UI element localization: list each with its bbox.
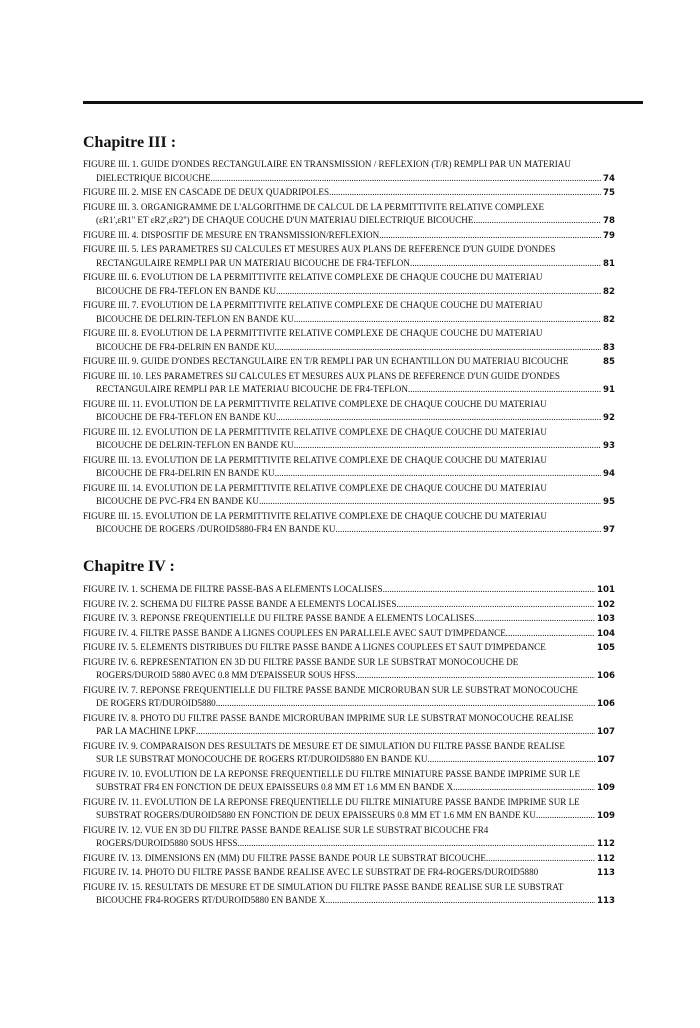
figure-entry-line xyxy=(83,383,615,398)
figure-page-number: 92 xyxy=(603,413,615,423)
figure-caption-line2: SUBSTRAT FR4 EN FONCTION DE DEUX EPAISSEURS 0.8 MM ET 1.6 MM EN BANDE X xyxy=(96,782,454,792)
dot-leader xyxy=(196,725,595,739)
figure-entry-line xyxy=(83,341,615,356)
dot-leader xyxy=(238,837,596,851)
figure-entry-line xyxy=(83,158,615,172)
figure-page-number: 107 xyxy=(597,755,615,765)
figure-entry-line xyxy=(83,411,615,426)
figure-entry-line xyxy=(83,229,615,244)
figure-page-number: 83 xyxy=(603,342,615,353)
figure-page-number: 82 xyxy=(603,286,615,297)
figure-caption-line2: BICOUCHE DE DELRIN-TEFLON EN BANDE KU xyxy=(96,313,294,324)
figure-caption-line1: FIGURE III. 5. LES PARAMETRES SIJ CALCULES ET MESURES AUX PLANS DE REFERENCE D'UN GUIDE D'ONDES xyxy=(83,244,556,254)
dot-leader xyxy=(275,467,601,481)
figure-entry xyxy=(83,627,615,642)
figure-caption-line1: FIGURE IV. 5. ELEMENTS DISTRIBUES DU FILTRE PASSE BANDE A LIGNES COUPLEES ET SAUT D'IMPEDANCE xyxy=(83,642,546,652)
figure-page-number: 105 xyxy=(597,643,615,653)
figure-caption-line2: (εR1',εR1'' ET εR2',εR2'') DE CHAQUE COUCHE D'UN MATERIAU DIELECTRIQUE BICOUCHE xyxy=(96,215,474,225)
figure-caption-line1: FIGURE III. 4. DISPOSITIF DE MESURE EN TRANSMISSION/REFLEXION xyxy=(83,229,380,240)
figure-entry xyxy=(83,768,615,796)
figure-caption-line2: BICOUCHE DE ROGERS /DUROID5880-FR4 EN BANDE KU xyxy=(96,524,336,534)
dot-leader xyxy=(427,753,595,767)
figure-entry xyxy=(83,510,615,538)
dot-leader xyxy=(294,439,601,453)
figure-caption-line1: FIGURE IV. 6. REPRESENTATION EN 3D DU FILTRE PASSE BANDE SUR LE SUBSTRAT MONOCOUCHE DE xyxy=(83,656,519,667)
figure-caption-line2: ROGERS/DUROID5880 SOUS HFSS xyxy=(96,838,238,848)
figure-caption-line1: FIGURE III. 3. ORGANIGRAMME DE L'ALGORITHME DE CALCUL DE LA PERMITTIVITE RELATIVE COMPLEXE xyxy=(83,201,545,212)
figure-entry-line xyxy=(83,697,615,712)
figure-entry-line xyxy=(83,824,615,838)
figure-entry xyxy=(83,186,615,201)
figure-caption-line1: FIGURE IV. 3. REPONSE FREQUENTIELLE DU FILTRE PASSE BANDE A ELEMENTS LOCALISES xyxy=(83,613,475,623)
figure-caption-line1: FIGURE IV. 12. VUE EN 3D DU FILTRE PASSE BANDE REALISE SUR LE SUBSTRAT BICOUCHE FR4 xyxy=(83,824,489,835)
figure-caption-line1: FIGURE IV. 4. FILTRE PASSE BANDE A LIGNES COUPLEES EN PARALLELE AVEC SAUT D'IMPEDANCE xyxy=(83,627,506,638)
figure-page-number: 101 xyxy=(597,585,615,595)
figure-entry xyxy=(83,482,615,510)
chapter-4-figure-list xyxy=(83,583,615,909)
figure-entry-line xyxy=(83,612,615,627)
figure-page-number: 113 xyxy=(597,868,615,878)
figure-entry xyxy=(83,398,615,426)
dot-leader xyxy=(216,697,595,711)
figure-entry-line xyxy=(83,866,615,881)
figure-caption-line1: FIGURE III. 14. EVOLUTION DE LA PERMITTIVITE RELATIVE COMPLEXE DE CHAQUE COUCHE DU MATERIAU xyxy=(83,482,547,493)
figure-entry-line xyxy=(83,355,615,370)
figure-caption-line1: FIGURE III. 7. EVOLUTION DE LA PERMITTIVITE RELATIVE COMPLEXE DE CHAQUE COUCHE DU MATERIAU xyxy=(83,300,543,310)
dot-leader xyxy=(335,523,601,537)
figure-page-number: 109 xyxy=(597,811,615,821)
figure-entry-line xyxy=(83,781,615,796)
figure-page-number: 93 xyxy=(603,441,615,451)
figure-entry xyxy=(83,712,615,740)
header-rule xyxy=(83,101,643,104)
figure-caption-line2: PAR LA MACHINE LPKF xyxy=(96,726,196,736)
figure-entry-line xyxy=(83,656,615,670)
figure-caption-line1: FIGURE III. 15. EVOLUTION DE LA PERMITTIVITE RELATIVE COMPLEXE DE CHAQUE COUCHE DU MATERIAU xyxy=(83,510,547,521)
figure-caption-line2: BICOUCHE DE FR4-TEFLON EN BANDE KU xyxy=(96,412,277,422)
figure-entry xyxy=(83,740,615,768)
figure-entry-line xyxy=(83,809,615,824)
chapter-3-figure-list xyxy=(83,158,615,538)
figure-page-number: 79 xyxy=(603,230,615,241)
dot-leader xyxy=(453,781,595,795)
figure-caption-line1: FIGURE IV. 14. PHOTO DU FILTRE PASSE BANDE REALISE AVEC LE SUBSTRAT DE FR4-ROGERS/DUROID5880 xyxy=(83,867,539,877)
figure-page-number: 109 xyxy=(597,783,615,793)
figure-caption-line2: BICOUCHE DE FR4-DELRIN EN BANDE KU xyxy=(96,468,275,478)
figure-entry xyxy=(83,684,615,712)
figure-entry xyxy=(83,612,615,627)
figure-entry-line xyxy=(83,837,615,852)
figure-page-number: 94 xyxy=(603,469,615,479)
dot-leader xyxy=(473,214,601,228)
dot-leader xyxy=(276,411,601,425)
figure-page-number: 81 xyxy=(603,258,615,269)
figure-entry xyxy=(83,852,615,867)
dot-leader xyxy=(210,172,601,186)
figure-page-number: 104 xyxy=(597,628,615,639)
dot-leader xyxy=(329,186,601,200)
figure-entry-line xyxy=(83,641,615,656)
figure-entry xyxy=(83,271,615,299)
figure-entry-line xyxy=(83,768,615,782)
figure-caption-line1: FIGURE IV. 9. COMPARAISON DES RESULTATS DE MESURE ET DE SIMULATION DU FILTRE PASSE BANDE REALISE xyxy=(83,740,565,751)
figure-caption-line1: FIGURE III. 12. EVOLUTION DE LA PERMITTIVITE RELATIVE COMPLEXE DE CHAQUE COUCHE DU MATERIAU xyxy=(83,426,547,437)
figure-entry-line xyxy=(83,439,615,454)
figure-entry-line xyxy=(83,583,615,598)
figure-entry xyxy=(83,243,615,271)
figure-caption-line2: BICOUCHE DE PVC-FR4 EN BANDE KU xyxy=(96,496,259,506)
figure-entry-line xyxy=(83,327,615,341)
chapter-4-title: Chapitre IV : xyxy=(83,558,175,575)
figure-caption-line2: BICOUCHE DE FR4-DELRIN EN BANDE KU xyxy=(96,341,275,352)
figure-entry-line xyxy=(83,313,615,328)
figure-entry xyxy=(83,299,615,327)
figure-page-number: 82 xyxy=(603,314,615,325)
figure-entry-line xyxy=(83,669,615,684)
figure-entry-line xyxy=(83,712,615,726)
figure-page-number: 74 xyxy=(603,173,615,184)
figure-caption-line1: FIGURE III. 6. EVOLUTION DE LA PERMITTIVITE RELATIVE COMPLEXE DE CHAQUE COUCHE DU MATERIAU xyxy=(83,272,543,282)
figure-entry-line xyxy=(83,796,615,810)
figure-caption-line1: FIGURE III. 2. MISE EN CASCADE DE DEUX QUADRIPOLES xyxy=(83,187,330,197)
figure-page-number: 78 xyxy=(603,216,615,226)
figure-entry xyxy=(83,598,615,613)
dot-leader xyxy=(259,495,601,509)
figure-caption-line1: FIGURE III. 13. EVOLUTION DE LA PERMITTIVITE RELATIVE COMPLEXE DE CHAQUE COUCHE DU MATERIAU xyxy=(83,454,547,465)
figure-caption-line1: FIGURE III. 1. GUIDE D'ONDES RECTANGULAIRE EN TRANSMISSION / REFLEXION (T/R) REMPLI PAR UN MATERIAU xyxy=(83,159,571,169)
dot-leader xyxy=(275,341,601,355)
figure-page-number: 106 xyxy=(597,671,615,681)
figure-entry-line xyxy=(83,243,615,257)
figure-entry-line xyxy=(83,370,615,384)
dot-leader xyxy=(326,894,595,908)
figure-entry-line xyxy=(83,753,615,768)
figure-caption-line1: FIGURE III. 9. GUIDE D'ONDES RECTANGULAIRE EN T/R REMPLI PAR UN ECHANTILLON DU MATERIAU BICOUCHE xyxy=(83,356,569,366)
figure-caption-line2: BICOUCHE DE FR4-TEFLON EN BANDE KU xyxy=(96,285,277,296)
figure-caption-line1: FIGURE IV. 2. SCHEMA DU FILTRE PASSE BANDE A ELEMENTS LOCALISES xyxy=(83,598,397,609)
figure-caption-line1: FIGURE IV. 8. PHOTO DU FILTRE PASSE BANDE MICRORUBAN IMPRIME SUR LE SUBSTRAT MONOCOUCHE REALISE xyxy=(83,712,574,723)
figure-entry-line xyxy=(83,299,615,313)
figure-entry-line xyxy=(83,495,615,510)
figure-entry-line xyxy=(83,740,615,754)
dot-leader xyxy=(410,257,601,271)
dot-leader xyxy=(383,583,595,597)
figure-entry-line xyxy=(83,482,615,496)
figure-caption-line2: BICOUCHE DE DELRIN-TEFLON EN BANDE KU xyxy=(96,440,294,450)
figure-caption-line1: FIGURE IV. 1. SCHEMA DE FILTRE PASSE-BAS A ELEMENTS LOCALISES xyxy=(83,584,383,594)
figure-caption-line2: SUBSTRAT ROGERS/DUROID5880 EN FONCTION DE DEUX EPAISSEURS 0.8 MM ET 1.6 MM EN BANDE KU xyxy=(96,810,536,820)
figure-entry-line xyxy=(83,172,615,187)
figure-caption-line1: FIGURE IV. 7. REPONSE FREQUENTIELLE DU FILTRE PASSE BANDE MICRORUBAN SUR LE SUBSTRAT MONOCOUCHE xyxy=(83,684,578,695)
figure-entry-line xyxy=(83,725,615,740)
figure-entry-line xyxy=(83,454,615,468)
figure-caption-line1: FIGURE III. 8. EVOLUTION DE LA PERMITTIVITE RELATIVE COMPLEXE DE CHAQUE COUCHE DU MATERIAU xyxy=(83,328,543,338)
figure-caption-line2: RECTANGULAIRE REMPLI PAR UN MATERIAU BICOUCHE DE FR4-TEFLON xyxy=(96,257,410,268)
figure-entry-line xyxy=(83,214,615,229)
figure-entry-line xyxy=(83,186,615,201)
chapter-3-title: Chapitre III : xyxy=(83,134,177,151)
figure-entry-line xyxy=(83,426,615,440)
figure-caption-line2: RECTANGULAIRE REMPLI PAR LE MATERIAU BICOUCHE DE FR4-TEFLON xyxy=(96,384,408,394)
dot-leader xyxy=(408,383,601,397)
figure-entry xyxy=(83,158,615,186)
dot-leader xyxy=(276,285,601,299)
figure-page-number: 112 xyxy=(597,839,615,849)
figure-caption-line2: DIELECTRIQUE BICOUCHE xyxy=(96,172,211,183)
figure-caption-line2: SUR LE SUBSTRAT MONOCOUCHE DE ROGERS RT/DUROID5880 EN BANDE KU xyxy=(96,754,428,764)
dot-leader xyxy=(474,612,595,626)
figure-caption-line2: BICOUCHE FR4-ROGERS RT/DUROID5880 EN BANDE X xyxy=(96,895,326,905)
dot-leader xyxy=(355,669,595,683)
figure-entry xyxy=(83,881,615,909)
figure-page-number: 113 xyxy=(597,896,615,906)
dot-leader xyxy=(396,598,595,612)
dot-leader xyxy=(379,229,601,243)
figure-caption-line2: DE ROGERS RT/DUROID5880 xyxy=(96,698,216,708)
figure-entry xyxy=(83,229,615,244)
figure-entry xyxy=(83,426,615,454)
figure-page-number: 103 xyxy=(597,614,615,624)
figure-page-number: 95 xyxy=(603,497,615,507)
figure-page-number: 107 xyxy=(597,727,615,737)
figure-page-number: 75 xyxy=(603,188,615,198)
figure-page-number: 112 xyxy=(597,853,615,864)
figure-caption-line1: FIGURE IV. 15. RESULTATS DE MESURE ET DE SIMULATION DU FILTRE PASSE BANDE REALISE SUR LE SUBSTRAT xyxy=(83,881,564,892)
figure-entry-line xyxy=(83,398,615,412)
figure-entry-line xyxy=(83,523,615,538)
figure-entry xyxy=(83,327,615,355)
figure-entry xyxy=(83,866,615,881)
dot-leader xyxy=(506,627,595,641)
figure-page-number: 97 xyxy=(603,525,615,535)
figure-entry-line xyxy=(83,684,615,698)
figure-entry-line xyxy=(83,271,615,285)
figure-caption-line1: FIGURE III. 11. EVOLUTION DE LA PERMITTIVITE RELATIVE COMPLEXE DE CHAQUE COUCHE DU MATERIAU xyxy=(83,398,547,409)
figure-entry xyxy=(83,641,615,656)
dot-leader xyxy=(486,852,595,866)
figure-page-number: 85 xyxy=(603,357,615,367)
figure-entry xyxy=(83,656,615,684)
figure-caption-line1: FIGURE IV. 13. DIMENSIONS EN (MM) DU FILTRE PASSE BANDE POUR LE SUBSTRAT BICOUCHE xyxy=(83,852,486,863)
figure-caption-line1: FIGURE IV. 11. EVOLUTION DE LA REPONSE FREQUENTIELLE DU FILTRE MINIATURE PASSE BANDE IMPRIME SUR LE xyxy=(83,796,580,807)
figure-caption-line2: ROGERS/DUROID 5880 AVEC 0.8 MM D'EPAISSEUR SOUS HFSS xyxy=(96,670,356,680)
dot-leader xyxy=(294,313,601,327)
figure-entry-line xyxy=(83,881,615,895)
figure-entry-line xyxy=(83,852,615,867)
figure-caption-line1: FIGURE III. 10. LES PARAMETRES SIJ CALCULES ET MESURES AUX PLANS DE REFERENCE D'UN GUIDE D'ONDES xyxy=(83,370,560,381)
figure-entry-line xyxy=(83,257,615,272)
dot-leader xyxy=(536,809,595,823)
figure-entry-line xyxy=(83,201,615,215)
figure-page-number: 91 xyxy=(603,385,615,395)
figure-caption-line1: FIGURE IV. 10. EVOLUTION DE LA REPONSE FREQUENTIELLE DU FILTRE MINIATURE PASSE BANDE IMPRIME SUR LE xyxy=(83,768,581,779)
figure-entry-line xyxy=(83,598,615,613)
figure-entry-line xyxy=(83,285,615,300)
figure-entry xyxy=(83,796,615,824)
figure-page-number: 106 xyxy=(597,699,615,709)
figure-entry-line xyxy=(83,894,615,909)
figure-entry xyxy=(83,583,615,598)
figure-entry xyxy=(83,201,615,229)
figure-entry xyxy=(83,824,615,852)
figure-page-number: 102 xyxy=(597,599,615,610)
figure-entry xyxy=(83,454,615,482)
figure-entry-line xyxy=(83,467,615,482)
figure-entry-line xyxy=(83,510,615,524)
figure-entry xyxy=(83,355,615,370)
figure-entry xyxy=(83,370,615,398)
figure-entry-line xyxy=(83,627,615,642)
